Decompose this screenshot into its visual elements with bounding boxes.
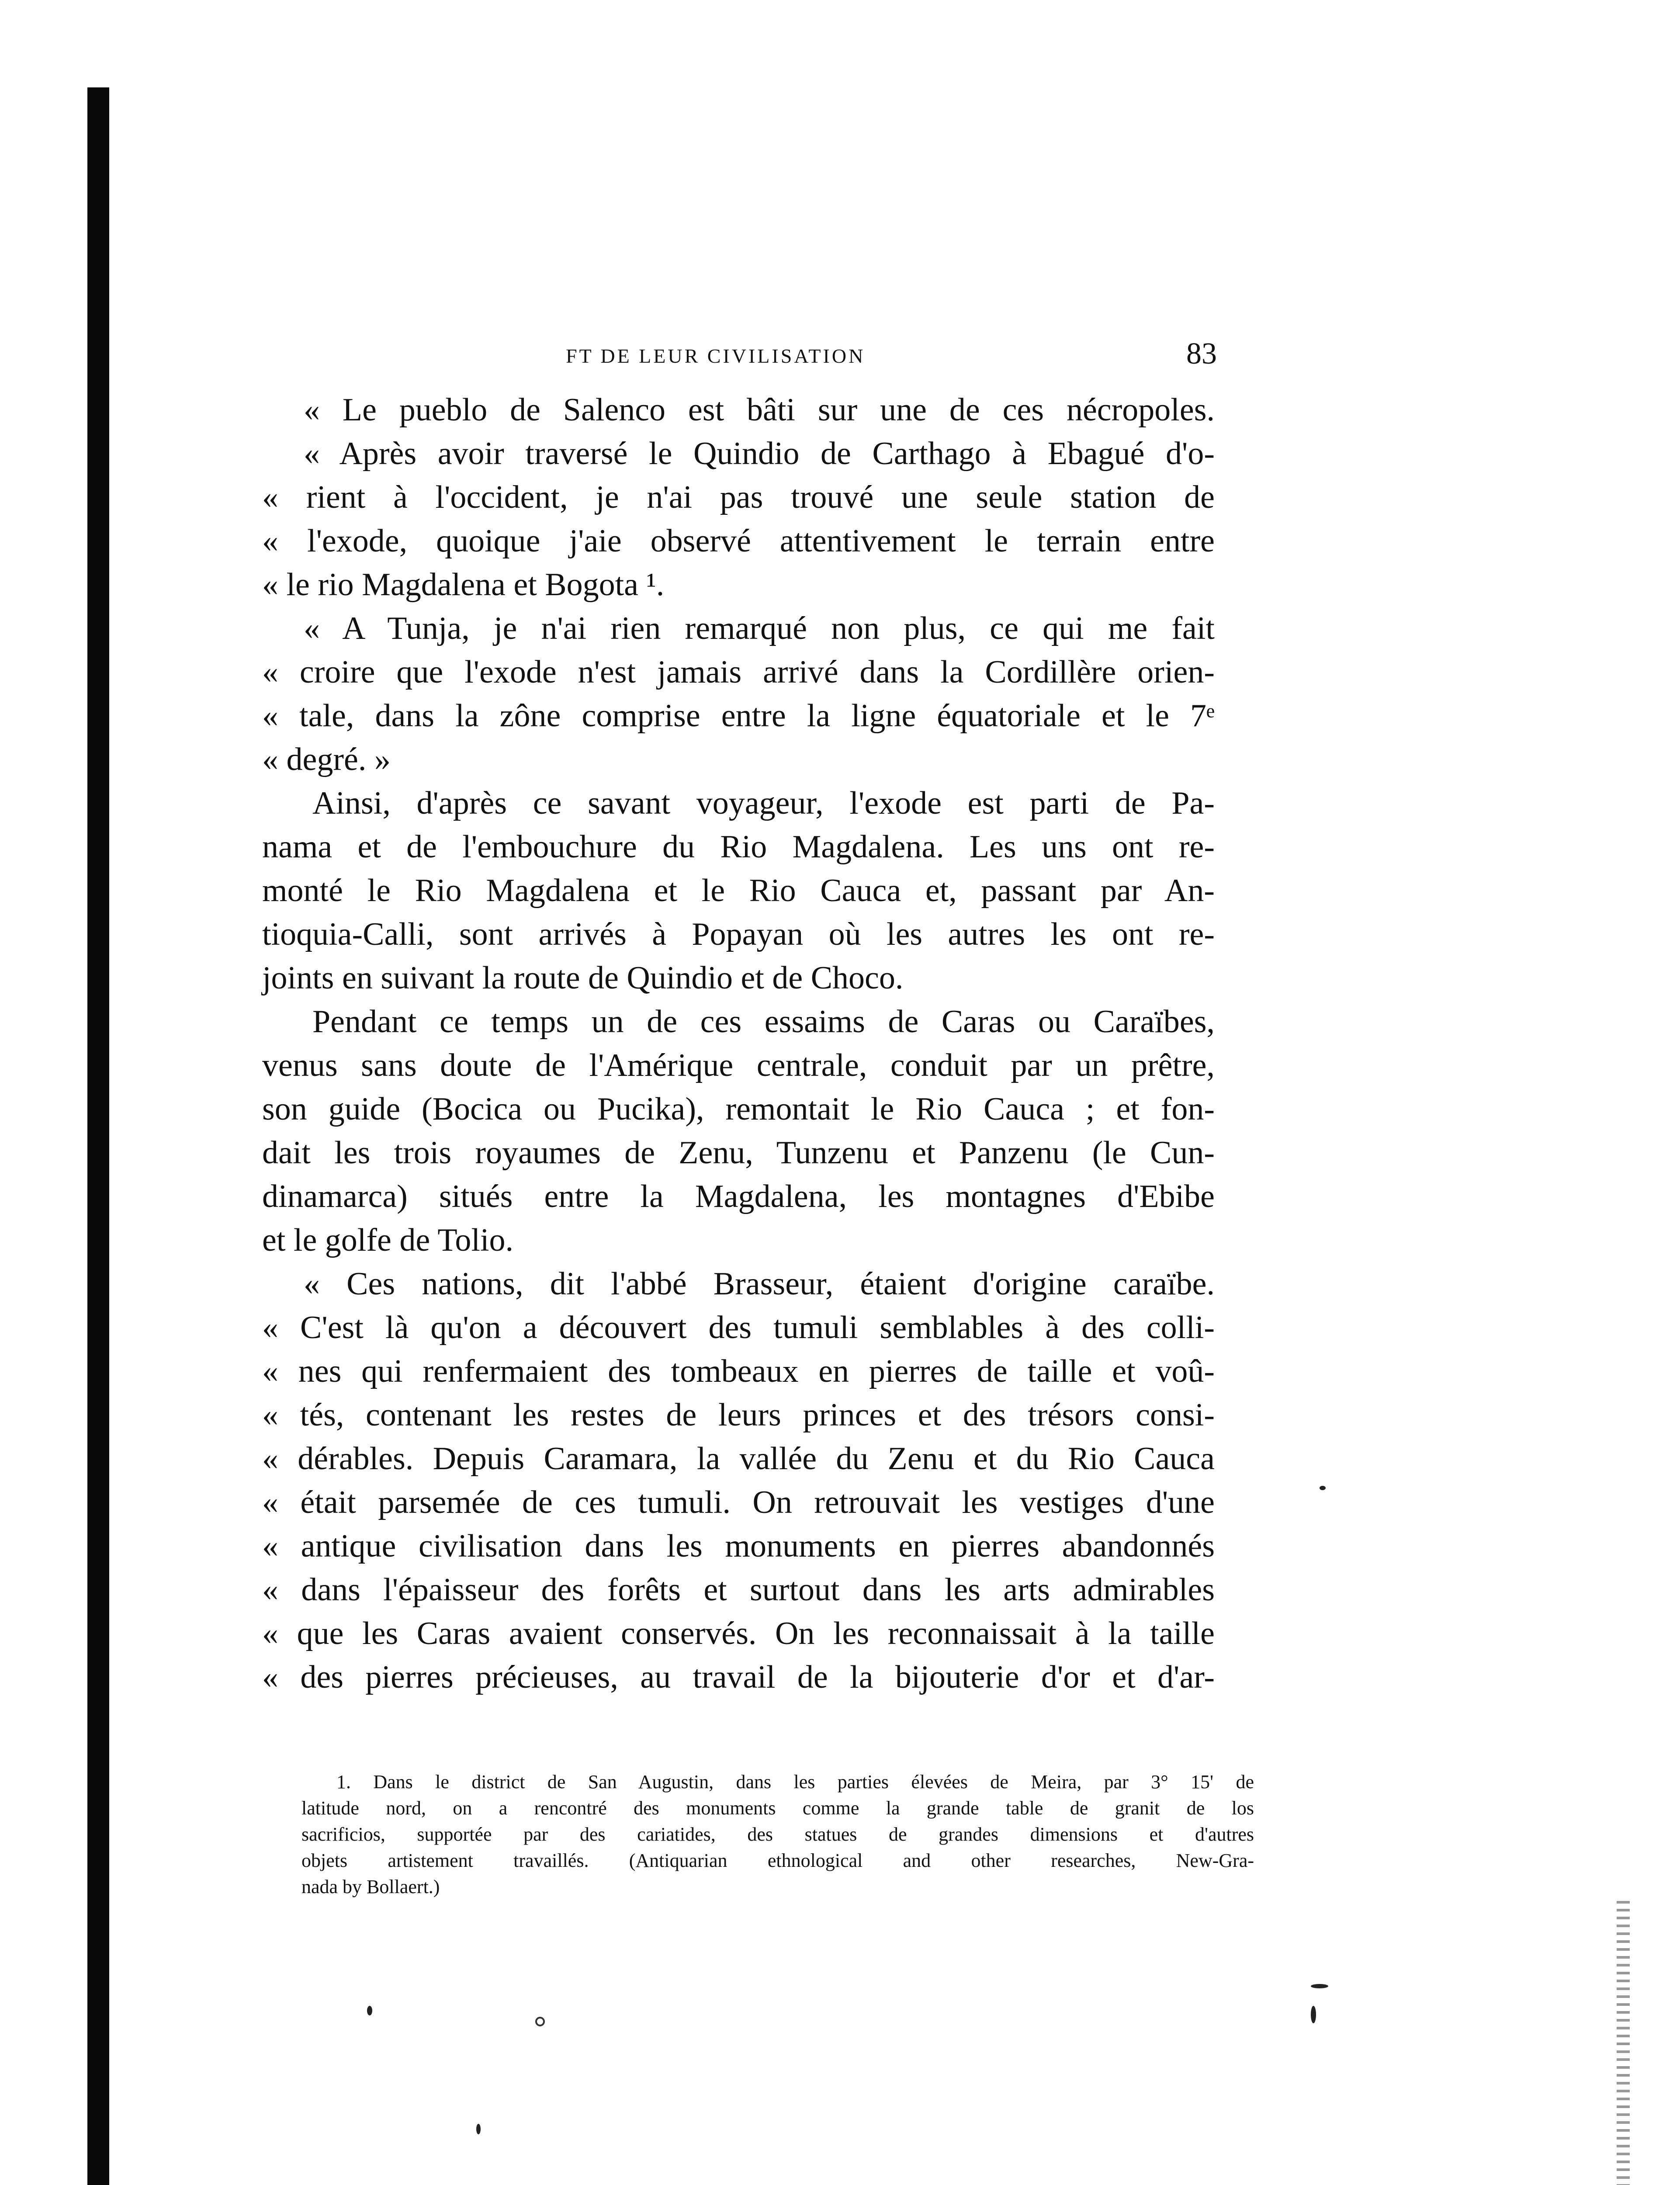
scan-speck	[535, 2017, 545, 2026]
page-number: 83	[1186, 337, 1217, 371]
text-line: Pendant ce temps un de ces essaims de Caras ou Caraïbes,	[312, 1004, 1215, 1040]
page-header	[566, 336, 1217, 376]
text-line: « dérables. Depuis Caramara, la vallée du Zenu et du Rio Cauca	[262, 1441, 1215, 1477]
scan-speck	[367, 2006, 372, 2015]
text-line: « dans l'épaisseur des forêts et surtout dans les arts admirables	[262, 1572, 1215, 1608]
text-line: « tés, contenant les restes de leurs princes et des trésors consi-	[262, 1397, 1215, 1433]
text-line: « que les Caras avaient conservés. On les reconnaissait à la taille	[262, 1616, 1215, 1651]
footnotes	[301, 1769, 1254, 1900]
text-line: « nes qui renfermaient des tombeaux en pierres de taille et voû-	[262, 1353, 1215, 1389]
text-line: « Après avoir traversé le Quindio de Carthago à Ebagué d'o-	[304, 436, 1215, 472]
text-line: « rient à l'occident, je n'ai pas trouvé une seule station de	[262, 479, 1215, 515]
text-line: « A Tunja, je n'ai rien remarqué non plus, ce qui me fait	[304, 610, 1215, 646]
text-line: joints en suivant la route de Quindio et de Choco.	[262, 960, 904, 996]
footnote-line: nada by Bollaert.)	[301, 1876, 440, 1897]
scan-speck	[1311, 2006, 1316, 2023]
running-title: FT DE LEUR CIVILISATION	[566, 345, 866, 367]
scan-noise-edge	[1617, 1901, 1630, 2185]
footnote-line: 1. Dans le district de San Augustin, dans les parties élevées de Meira, par 3° 15' de	[336, 1771, 1254, 1793]
text-line: « antique civilisation dans les monuments en pierres abandonnés	[262, 1528, 1215, 1564]
text-line: dinamarca) situés entre la Magdalena, les montagnes d'Ebibe	[262, 1179, 1215, 1214]
text-line: « était parsemée de ces tumuli. On retrouvait les vestiges d'une	[262, 1484, 1215, 1520]
text-line: « tale, dans la zône comprise entre la ligne équatoriale et le 7ᵉ	[262, 698, 1215, 734]
text-line: « Ces nations, dit l'abbé Brasseur, étaient d'origine caraïbe.	[304, 1266, 1215, 1302]
text-line: dait les trois royaumes de Zenu, Tunzenu et Panzenu (le Cun-	[262, 1135, 1215, 1171]
text-line: monté le Rio Magdalena et le Rio Cauca et, passant par An-	[262, 873, 1215, 909]
scan-speck	[476, 2124, 481, 2134]
text-line: tioquia-Calli, sont arrivés à Popayan où les autres les ont re-	[262, 916, 1215, 952]
text-line: « C'est là qu'on a découvert des tumuli semblables à des colli-	[262, 1310, 1215, 1346]
text-line: venus sans doute de l'Amérique centrale, conduit par un prêtre,	[262, 1047, 1215, 1083]
text-line: « des pierres précieuses, au travail de la bijouterie d'or et d'ar-	[262, 1659, 1215, 1695]
footnote-line: objets artistement travaillés. (Antiquarian ethnological and other researches, New-Gra-	[301, 1850, 1254, 1871]
scan-speck	[1311, 1984, 1328, 1988]
body-text	[262, 388, 1215, 1699]
text-line: nama et de l'embouchure du Rio Magdalena. Les uns ont re-	[262, 829, 1215, 865]
footnote-line: sacrificios, supportée par des cariatides, des statues de grandes dimensions et d'autres	[301, 1824, 1254, 1845]
footnote-line: latitude nord, on a rencontré des monuments comme la grande table de granit de los	[301, 1797, 1254, 1819]
text-line: et le golfe de Tolio.	[262, 1222, 514, 1258]
text-line: « croire que l'exode n'est jamais arrivé dans la Cordillère orien-	[262, 654, 1215, 690]
scan-speck	[1320, 1486, 1326, 1490]
binding-edge-bar	[87, 87, 109, 2185]
text-line: « Le pueblo de Salenco est bâti sur une de ces nécropoles.	[304, 392, 1215, 428]
text-line: son guide (Bocica ou Pucika), remontait le Rio Cauca ; et fon-	[262, 1091, 1215, 1127]
text-line: Ainsi, d'après ce savant voyageur, l'exode est parti de Pa-	[312, 785, 1215, 821]
text-line: « le rio Magdalena et Bogota ¹.	[262, 567, 665, 603]
text-line: « l'exode, quoique j'aie observé attentivement le terrain entre	[262, 523, 1215, 559]
text-line: « degré. »	[262, 742, 391, 777]
